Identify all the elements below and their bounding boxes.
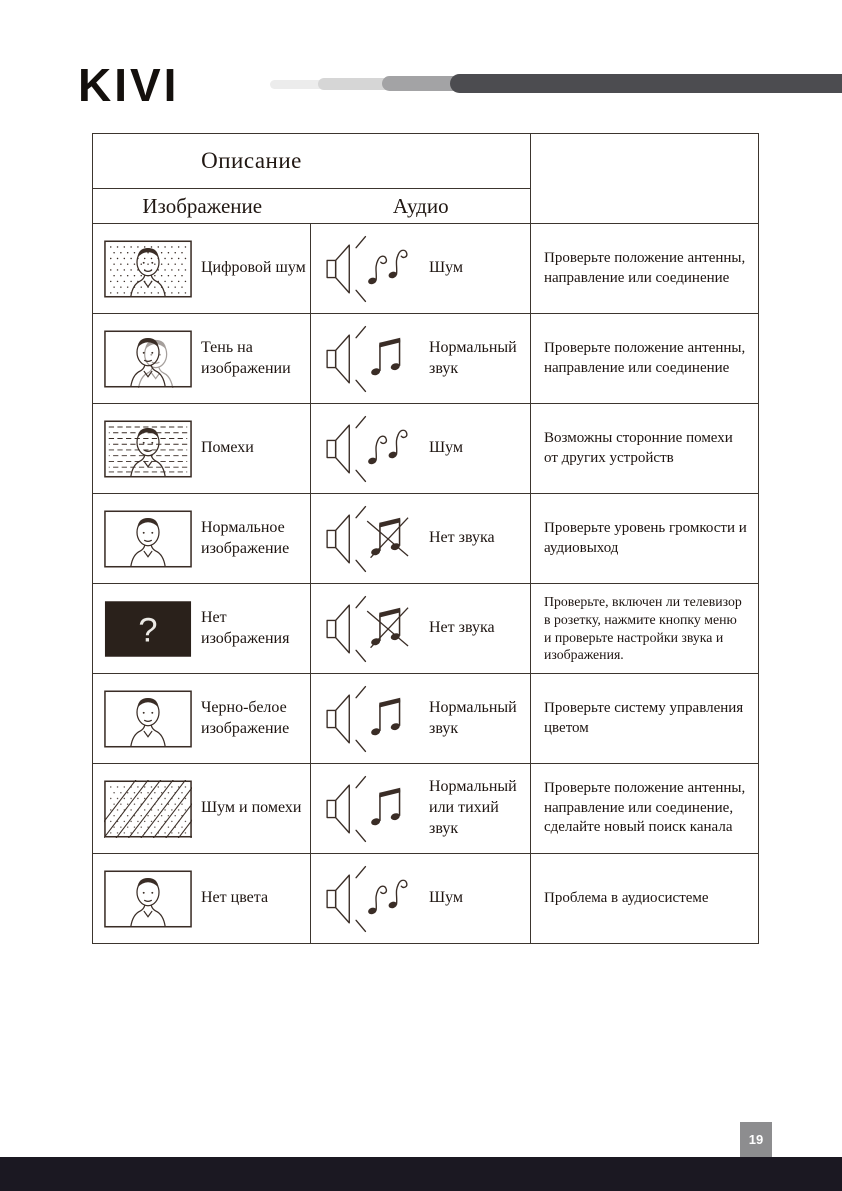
audio-symptom-label: Нормальный или тихий звук [429, 778, 517, 837]
speaker-no-sound-icon [322, 504, 420, 574]
picture-normal-icon [104, 510, 192, 568]
solution-text: Проверьте положение антенны, направление или соединение, сделайте новый поиск канала [531, 764, 759, 854]
picture-black-white-icon [104, 690, 192, 748]
solution-text: Проблема в аудиосистеме [531, 854, 759, 944]
audio-symptom-label: Нет звука [429, 529, 495, 547]
picture-no-color-icon [104, 870, 192, 928]
table-row [93, 584, 759, 674]
picture-none-icon [104, 600, 192, 658]
table-row [93, 494, 759, 584]
picture-interference-icon [104, 420, 192, 478]
question-mark: ? [138, 610, 158, 649]
image-symptom-label: Нет цвета [201, 889, 269, 907]
image-symptom-label: Нормальное изображение [201, 518, 290, 557]
col-header-image: Изображение [142, 193, 263, 218]
col-header-audio: Аудио [392, 193, 449, 218]
table-row [93, 674, 759, 764]
speaker-noise-icon [322, 414, 420, 484]
solution-text: Проверьте положение антенны, направление или соединение [531, 224, 759, 314]
audio-symptom-label: Шум [429, 259, 464, 277]
table-row [93, 224, 759, 314]
table-header-row-1 [93, 134, 759, 189]
swoosh-shape-dark [450, 74, 842, 93]
table-row [93, 404, 759, 494]
image-symptom-label: Помехи [201, 439, 254, 457]
audio-symptom-label: Шум [429, 889, 464, 907]
audio-symptom-label: Нет звука [429, 619, 495, 637]
picture-shadow-icon [104, 330, 192, 388]
page-number-badge: 19 [740, 1122, 772, 1157]
footer-bar [0, 1157, 842, 1191]
image-symptom-label: Черно-белое изображение [201, 698, 290, 737]
image-symptom-label: Цифровой шум [201, 259, 306, 277]
solution-text: Проверьте, включен ли телевизор в розетку, нажмите кнопку меню и проверьте настройки звука и изображения. [531, 584, 759, 674]
table-row [93, 314, 759, 404]
speaker-noise-icon [322, 864, 420, 934]
picture-digital-noise-icon [104, 240, 192, 298]
solution-text: Проверьте положение антенны, направление или соединение [531, 314, 759, 404]
image-symptom-label: Тень на изображении [201, 338, 291, 377]
image-symptom-label: Шум и помехи [201, 799, 302, 817]
speaker-normal-sound-icon [322, 324, 420, 394]
table-title: Описание [93, 134, 531, 189]
table-row [93, 854, 759, 944]
speaker-normal-sound-icon [322, 774, 420, 844]
brand-swoosh-graphic [270, 73, 842, 96]
speaker-normal-sound-icon [322, 684, 420, 754]
picture-noise-interference-icon [104, 780, 192, 838]
speaker-noise-icon [322, 234, 420, 304]
troubleshooting-table [92, 133, 759, 944]
table-row [93, 764, 759, 854]
solution-text: Возможны сторонние помехи от других устройств [531, 404, 759, 494]
speaker-no-sound-icon [322, 594, 420, 664]
audio-symptom-label: Шум [429, 439, 464, 457]
image-symptom-label: Нет изображения [201, 608, 290, 647]
audio-symptom-label: Нормальный звук [429, 698, 517, 737]
solution-text: Проверьте систему управления цветом [531, 674, 759, 764]
header-empty-cell [531, 134, 759, 224]
audio-symptom-label: Нормальный звук [429, 338, 517, 377]
brand-logo: KIVI [78, 59, 180, 111]
solution-text: Проверьте уровень громкости и аудиовыход [531, 494, 759, 584]
